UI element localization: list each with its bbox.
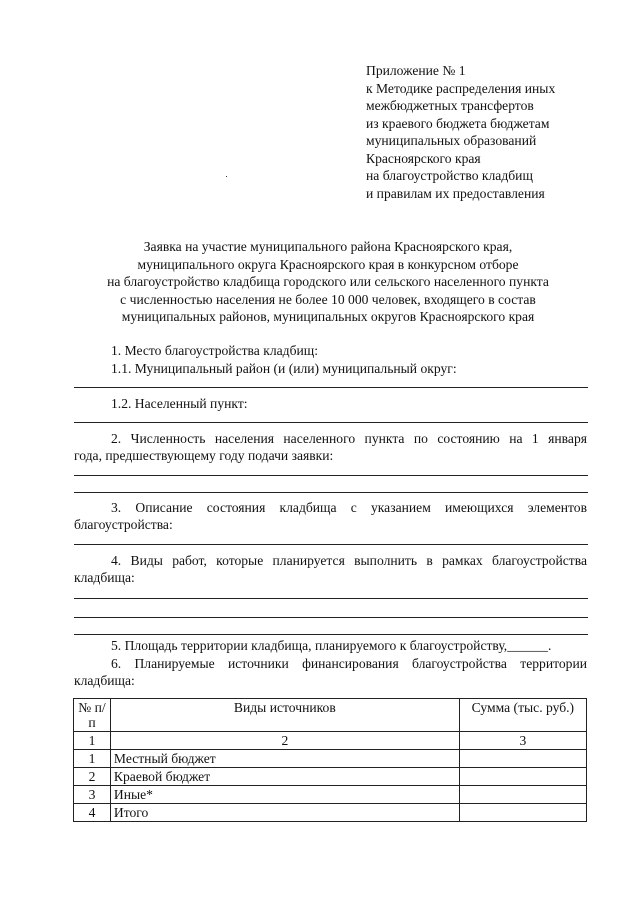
title-line: на благоустройство кладбища городского или сельского населенного пункта (107, 274, 549, 289)
appendix-line: муниципальных образований (366, 133, 537, 148)
row-num: 3 (74, 786, 111, 804)
appendix-line: межбюджетных трансфертов (366, 98, 534, 113)
fill-line-district[interactable] (74, 387, 588, 388)
row-sum[interactable] (459, 786, 586, 804)
appendix-line: из краевого бюджета бюджетам (366, 115, 550, 131)
header-num: № п/п (74, 699, 111, 732)
title-line: Заявка на участие муниципального района Красноярского края, (143, 239, 513, 254)
title-line: с численностью населения не более 10 000 человек, входящего в состав (120, 291, 536, 307)
appendix-line: Красноярского края (366, 150, 481, 166)
section-6-text: 6. Планируемые источники финансирования благоустройства территории (111, 656, 587, 671)
section-6-text-cont: кладбища: (74, 673, 135, 688)
fill-line-works-2[interactable] (74, 617, 588, 618)
section-3-text: 3. Описание состояния кладбища с указанием имеющихся элементов (111, 500, 587, 515)
table-row (74, 750, 587, 768)
header-source-type: Виды источников (110, 699, 459, 732)
table-index-row (74, 732, 587, 750)
table-row (74, 768, 587, 786)
table-row (74, 786, 587, 804)
section-1-heading: 1. Место благоустройства кладбищ: (111, 343, 318, 358)
table-row (74, 804, 587, 822)
section-5-text: 5. Площадь территории кладбища, планируемого к благоустройству,______. (111, 638, 552, 653)
fill-line-population-1[interactable] (74, 475, 588, 476)
header-sum: Сумма (тыс. руб.) (459, 699, 586, 732)
section-4-text: 4. Виды работ, которые планируется выполнить в рамках благоустройства (111, 553, 587, 568)
appendix-line: Приложение № 1 (366, 63, 466, 78)
fill-line-works-3[interactable] (74, 634, 588, 635)
document-title (68, 238, 588, 326)
row-sum[interactable] (459, 750, 586, 768)
index-cell: 2 (110, 732, 459, 750)
section-1-2-label: 1.2. Населенный пункт: (111, 396, 248, 411)
row-source-type: Краевой бюджет (110, 768, 459, 786)
appendix-line: на благоустройство кладбищ (366, 168, 533, 183)
row-num: 4 (74, 804, 111, 822)
index-cell: 3 (459, 732, 586, 750)
fill-line-works-1[interactable] (74, 598, 588, 599)
fill-line-population-2[interactable] (74, 492, 588, 493)
row-num: 2 (74, 768, 111, 786)
appendix-note (366, 62, 606, 202)
fill-line-description[interactable] (74, 544, 588, 545)
scan-speck (226, 176, 227, 177)
fill-line-settlement[interactable] (74, 422, 588, 423)
row-source-type: Итого (110, 804, 459, 822)
row-source-type: Местный бюджет (110, 750, 459, 768)
appendix-line: и правилам их предоставления (366, 185, 545, 201)
row-sum[interactable] (459, 804, 586, 822)
index-cell: 1 (74, 732, 111, 750)
section-2-text: 2. Численность населения населенного пункта по состоянию на 1 января (111, 431, 587, 446)
section-1-1-label: 1.1. Муниципальный район (и (или) муниципальный округ: (111, 361, 457, 376)
row-source-type: Иные* (110, 786, 459, 804)
section-4-text-cont: кладбища: (74, 570, 135, 585)
section-2-text-cont: года, предшествующему году подачи заявки: (74, 448, 334, 463)
row-sum[interactable] (459, 768, 586, 786)
funding-sources-table (73, 698, 587, 822)
row-num: 1 (74, 750, 111, 768)
table-header-row (74, 699, 587, 732)
section-3-text-cont: благоустройства: (74, 517, 173, 532)
title-line: муниципальных районов, муниципальных округов Красноярского края (121, 309, 535, 324)
title-line: муниципального округа Красноярского края в конкурсном отборе (137, 256, 519, 272)
appendix-line: к Методике распределения иных (366, 80, 556, 96)
